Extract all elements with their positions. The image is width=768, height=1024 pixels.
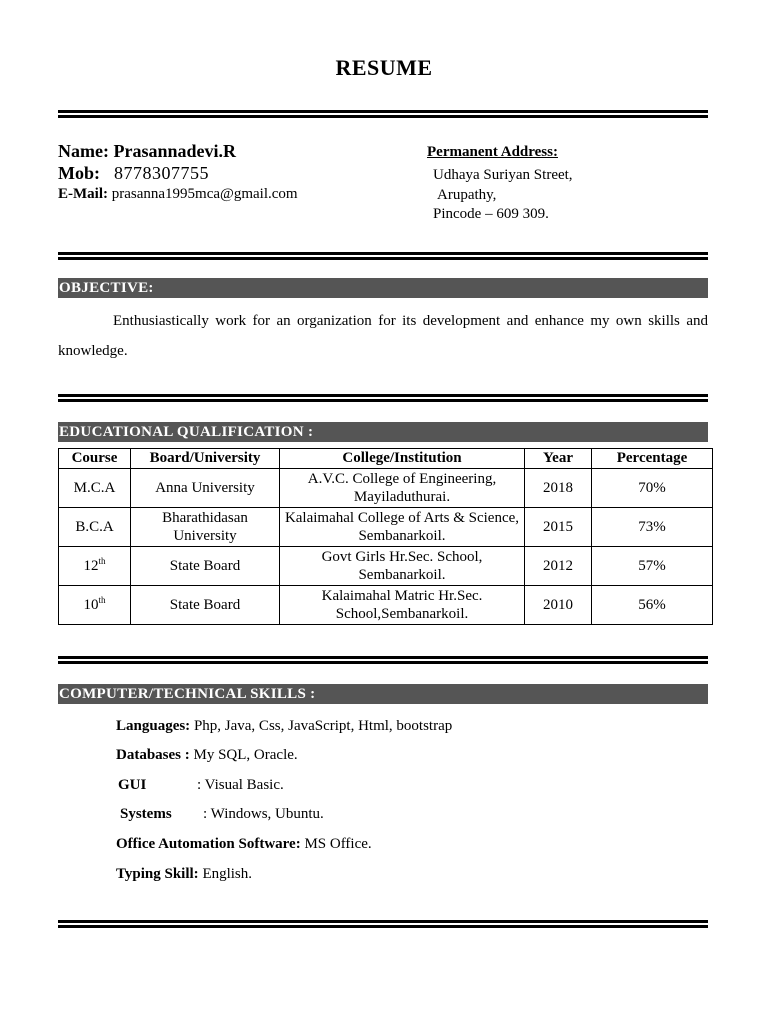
mobile-label: Mob: (58, 163, 100, 183)
college-cell: Kalaimahal Matric Hr.Sec. School,Sembanarkoil. (280, 586, 525, 625)
objective-heading: OBJECTIVE: (58, 278, 708, 298)
column-header: Board/University (131, 449, 280, 469)
skill-label: Languages: (116, 718, 191, 734)
education-heading: EDUCATIONAL QUALIFICATION : (58, 422, 708, 442)
skill-value: : Visual Basic. (197, 777, 284, 793)
course-cell: M.C.A (59, 469, 131, 508)
skill-value: : Windows, Ubuntu. (203, 806, 324, 822)
email-label: E-Mail: (58, 186, 108, 202)
skills-heading: COMPUTER/TECHNICAL SKILLS : (58, 684, 708, 704)
year-cell: 2015 (525, 508, 592, 547)
percentage-cell: 70% (592, 469, 713, 508)
table-header-row (59, 449, 713, 469)
column-header: Course (59, 449, 131, 469)
divider-rule (58, 920, 708, 928)
table-row (59, 469, 713, 508)
board-cell: State Board (131, 586, 280, 625)
skill-typing (116, 866, 252, 883)
address-heading: Permanent Address: (427, 144, 558, 160)
skill-label: Office Automation Software: (116, 836, 301, 852)
name-row (58, 141, 236, 162)
percentage-cell: 56% (592, 586, 713, 625)
skill-value: English. (202, 866, 253, 882)
name-label: Name: (58, 141, 109, 161)
email-value: prasanna1995mca@gmail.com (111, 186, 298, 202)
year-cell: 2012 (525, 547, 592, 586)
address-line-1: Udhaya Suriyan Street, (433, 167, 573, 183)
skill-databases (116, 747, 298, 764)
column-header: College/Institution (280, 449, 525, 469)
percentage-cell: 73% (592, 508, 713, 547)
year-cell: 2018 (525, 469, 592, 508)
column-header: Percentage (592, 449, 713, 469)
address-line-3: Pincode – 609 309. (433, 206, 549, 222)
skill-office (116, 836, 372, 853)
board-cell: State Board (131, 547, 280, 586)
skill-label: Systems (120, 806, 172, 822)
college-cell: Kalaimahal College of Arts & Science, Sembanarkoil. (280, 508, 525, 547)
skill-systems (120, 806, 324, 823)
email-row (58, 186, 298, 203)
column-header: Year (525, 449, 592, 469)
address-line-2: Arupathy, (437, 187, 497, 203)
skill-label: Databases : (116, 747, 190, 763)
board-cell: Anna University (131, 469, 280, 508)
divider-rule (58, 110, 708, 118)
name-value: Prasannadevi.R (113, 141, 236, 161)
skill-label: Typing Skill: (116, 866, 199, 882)
course-cell: 12th (59, 547, 131, 586)
resume-title: RESUME (335, 55, 433, 80)
divider-rule (58, 252, 708, 260)
course-cell: B.C.A (59, 508, 131, 547)
mobile-row (58, 163, 209, 184)
skill-value: Php, Java, Css, JavaScript, Html, bootstrap (193, 718, 453, 734)
education-table (58, 448, 713, 625)
college-cell: Govt Girls Hr.Sec. School, Sembanarkoil. (280, 547, 525, 586)
skill-value: My SQL, Oracle. (193, 747, 298, 763)
year-cell: 2010 (525, 586, 592, 625)
skill-languages (116, 718, 452, 735)
skill-gui (118, 777, 284, 794)
course-cell: 10th (59, 586, 131, 625)
board-cell: Bharathidasan University (131, 508, 280, 547)
divider-rule (58, 394, 708, 402)
table-row (59, 508, 713, 547)
skill-value: MS Office. (304, 836, 372, 852)
objective-text: Enthusiastically work for an organization for its development and enhance my own skills and knowledge. (58, 313, 708, 359)
divider-rule (58, 656, 708, 664)
table-row (59, 586, 713, 625)
mobile-value: 8778307755 (114, 163, 209, 183)
percentage-cell: 57% (592, 547, 713, 586)
college-cell: A.V.C. College of Engineering, Mayiladuthurai. (280, 469, 525, 508)
skill-label: GUI (118, 777, 147, 793)
table-row (59, 547, 713, 586)
